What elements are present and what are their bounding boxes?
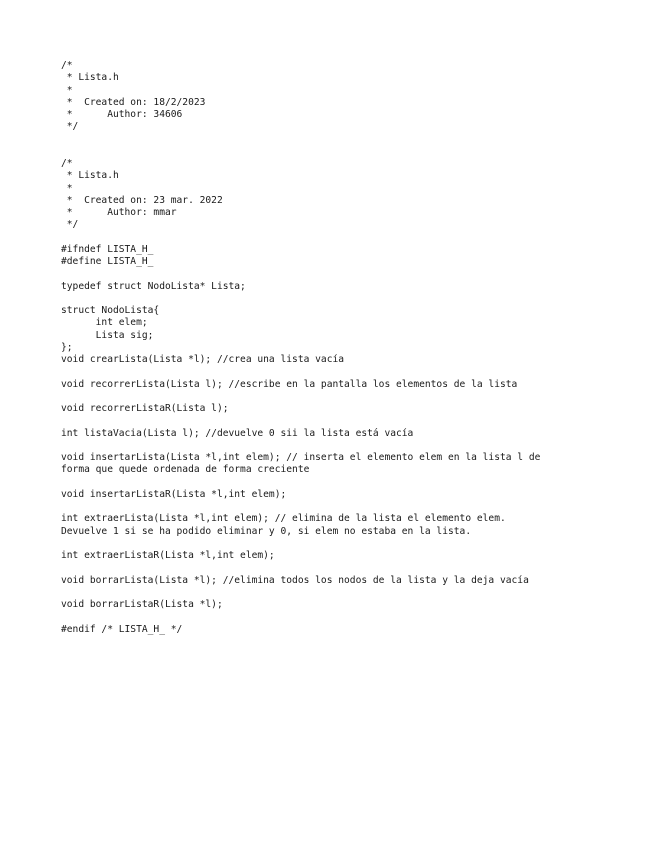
code-line: int extraerLista(Lista *l,int elem); // elimina de la lista el elemento elem.	[61, 513, 506, 525]
code-line: typedef struct NodoLista* Lista;	[61, 280, 246, 292]
decl-lista-vacia	[61, 428, 621, 440]
decl-crear-lista	[61, 354, 621, 366]
decl-insertar-lista-r	[61, 489, 621, 501]
code-listing	[61, 60, 621, 636]
code-line: */	[61, 219, 79, 231]
header-comment-2	[61, 158, 621, 232]
decl-extraer-lista-r	[61, 550, 621, 562]
code-line: void insertarLista(Lista *l,int elem); // inserta el elemento elem en la lista l de	[61, 452, 541, 463]
typedef-lista	[61, 281, 621, 293]
decl-extraer-lista	[61, 513, 621, 538]
code-line: * Created on: 18/2/2023	[61, 96, 206, 108]
code-line: #endif /* LISTA_H_ */	[61, 623, 183, 635]
decl-recorrer-lista	[61, 379, 621, 391]
code-line: struct NodoLista{	[61, 305, 160, 316]
code-line: int extraerListaR(Lista *l,int elem);	[61, 550, 275, 561]
code-line: */	[61, 121, 79, 133]
code-line: * Author: mmar	[61, 207, 177, 218]
code-line: int elem;	[61, 317, 148, 329]
decl-borrar-lista	[61, 575, 621, 587]
code-line: void borrarListaR(Lista *l);	[61, 599, 223, 610]
header-comment-1	[61, 60, 621, 134]
code-line: #ifndef LISTA_H_	[61, 243, 154, 255]
code-line: #define LISTA_H_	[61, 256, 154, 267]
code-line: *	[61, 84, 73, 96]
include-guard-close	[61, 624, 621, 636]
decl-borrar-lista-r	[61, 599, 621, 611]
decl-insertar-lista	[61, 452, 621, 477]
code-line: forma que quede ordenada de forma creciente	[61, 464, 310, 476]
code-line: };	[61, 341, 73, 353]
code-line: void borrarLista(Lista *l); //elimina todos los nodos de la lista y la deja vacía	[61, 574, 529, 586]
code-line: void recorrerListaR(Lista l);	[61, 403, 229, 414]
code-line: void crearLista(Lista *l); //crea una lista vacía	[61, 354, 345, 365]
code-line: void insertarListaR(Lista *l,int elem);	[61, 488, 287, 500]
code-line: void recorrerLista(Lista l); //escribe en la pantalla los elementos de la lista	[61, 378, 518, 390]
code-line: int listaVacia(Lista l); //devuelve 0 sii la lista está vacía	[61, 427, 414, 439]
code-line: Lista sig;	[61, 329, 154, 341]
code-line: Devuelve 1 si se ha podido eliminar y 0, si elem no estaba en la lista.	[61, 525, 472, 537]
code-line: * Lista.h	[61, 72, 119, 84]
code-line: *	[61, 182, 73, 194]
code-line: /*	[61, 60, 73, 71]
decl-recorrer-lista-r	[61, 403, 621, 415]
code-line: * Lista.h	[61, 170, 119, 182]
code-line: * Author: 34606	[61, 109, 183, 120]
code-line: * Created on: 23 mar. 2022	[61, 194, 223, 206]
include-guard-open	[61, 244, 621, 269]
code-line: /*	[61, 158, 73, 169]
struct-nodolista	[61, 305, 621, 354]
